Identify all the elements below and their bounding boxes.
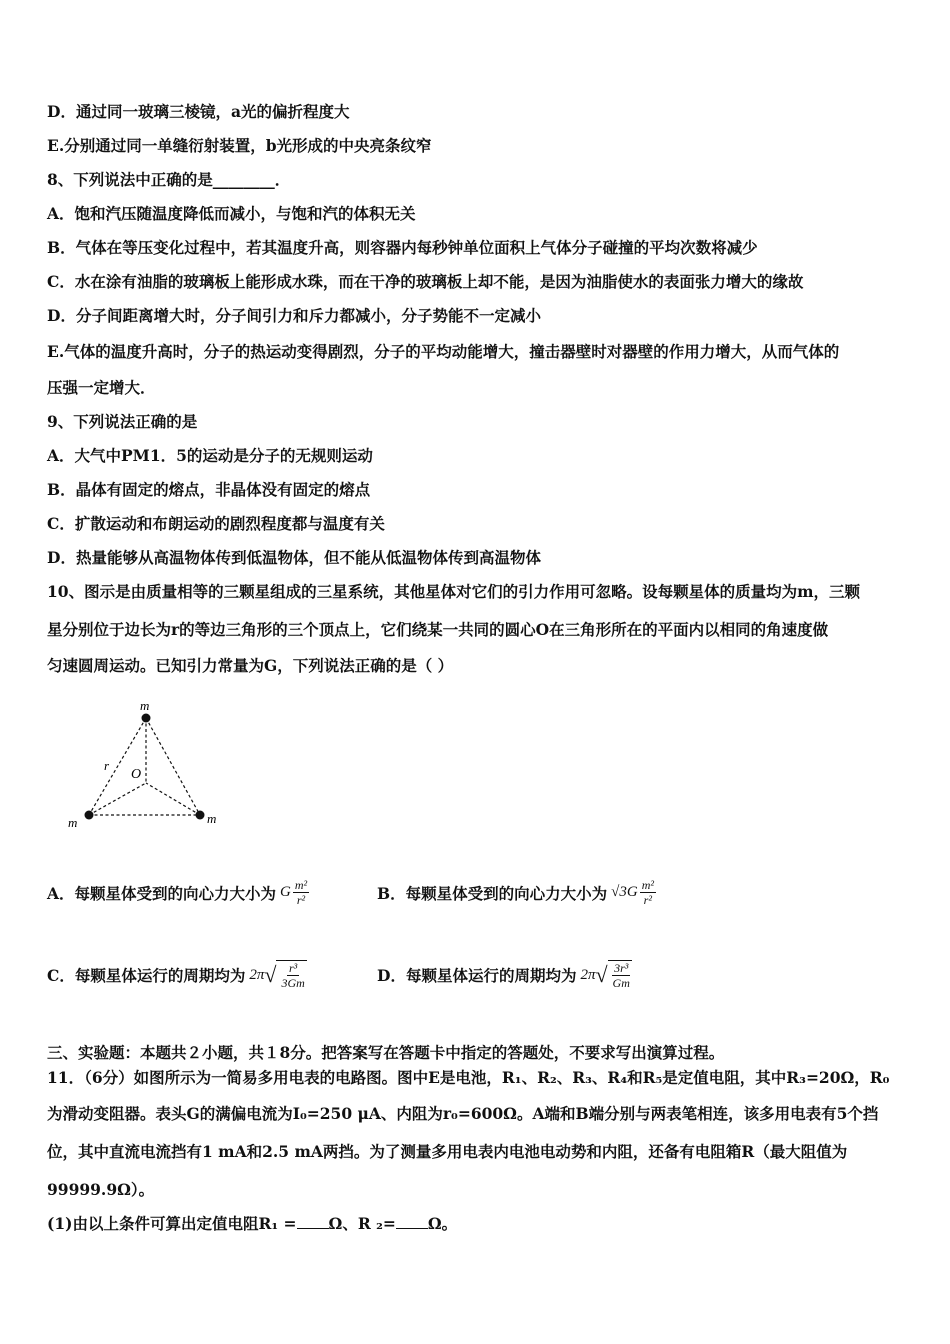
formula-a bbox=[280, 878, 309, 907]
q9-stem: 9、下列说法正确的是 bbox=[47, 412, 198, 431]
q9-option-a: A．大气中PM1．5的运动是分子的无规则运动 bbox=[47, 446, 373, 465]
q10-option-a-text: A．每颗星体受到的向心力大小为 bbox=[47, 883, 277, 903]
center-line-left bbox=[89, 783, 146, 815]
formula-d: 2π √ $\frac{\text{3r³}}{Gm}$ bbox=[580, 961, 630, 990]
formula-a-den: r² bbox=[296, 893, 306, 907]
q7-option-d: D．通过同一玻璃三棱镜，a光的偏折程度大 bbox=[47, 102, 350, 121]
q10-option-b-text: B．每颗星体受到的向心力大小为 bbox=[377, 883, 608, 903]
q10-option-b bbox=[377, 878, 656, 907]
answer-blank-r1[interactable] bbox=[297, 1214, 329, 1229]
formula-a-num: m² bbox=[294, 878, 308, 892]
star-left bbox=[85, 811, 94, 820]
center-line-right bbox=[146, 783, 200, 815]
q10-option-c bbox=[47, 960, 307, 990]
q9-option-d: D．热量能够从高温物体传到低温物体，但不能从低温物体传到高温物体 bbox=[47, 548, 541, 567]
three-star-diagram bbox=[60, 695, 240, 835]
label-center-o: O bbox=[131, 767, 142, 782]
q8-option-e-line2: 压强一定增大． bbox=[47, 378, 156, 397]
q8-option-b: B．气体在等压变化过程中，若其温度升高，则容器内每秒钟单位面积上气体分子碰撞的平均次数将减少 bbox=[47, 238, 758, 257]
q8-option-c: C．水在涂有油脂的玻璃板上能形成水珠，而在干净的玻璃板上却不能，是因为油脂使水的表面张力增大的缘故 bbox=[47, 272, 804, 291]
q10-option-d bbox=[377, 960, 632, 990]
q9-option-b: B．晶体有固定的熔点，非晶体没有固定的熔点 bbox=[47, 480, 371, 499]
label-top-mass: m bbox=[140, 698, 150, 713]
formula-d-den: Gm bbox=[612, 976, 630, 990]
q11-line3: 位，其中直流电流挡有1 mA和2.5 mA两挡。为了测量多用电表内电池电动势和内阻，还备有电阻箱R（最大阻值为 bbox=[47, 1142, 848, 1161]
q11-sub1-text-b: Ω、R ₂= bbox=[328, 1214, 396, 1233]
section-3-heading: 三、实验题：本题共２小题，共１8分。把答案写在答题卡中指定的答题处，不要求写出演算过程。 bbox=[47, 1043, 725, 1062]
q10-option-a bbox=[47, 878, 309, 907]
formula-d-coef: 2π bbox=[580, 966, 596, 983]
label-right-mass: m bbox=[207, 811, 217, 826]
formula-b bbox=[611, 878, 656, 907]
q9-option-c: C．扩散运动和布朗运动的剧烈程度都与温度有关 bbox=[47, 514, 385, 533]
q8-option-e-line1: E.气体的温度升高时，分子的热运动变得剧烈，分子的平均动能增大，撞击器壁时对器壁的作用力增大，从而气体的 bbox=[47, 342, 840, 361]
formula-a-coef: G bbox=[280, 884, 291, 900]
q10-option-d-text: D．每颗星体运行的周期均为 bbox=[377, 966, 577, 985]
q10-stem-line1: 10、图示是由质量相等的三颗星组成的三星系统，其他星体对它们的引力作用可忽略。设每颗星体的质量均为m，三颗 bbox=[47, 582, 860, 601]
formula-b-num: m² bbox=[641, 878, 654, 892]
q11-line4: 99999.9Ω）。 bbox=[47, 1180, 155, 1199]
triangle-right-edge bbox=[146, 718, 200, 815]
q8-option-a: A．饱和汽压随温度降低而减小，与饱和汽的体积无关 bbox=[47, 204, 416, 223]
q10-stem-line3: 匀速圆周运动。已知引力常量为G，下列说法正确的是（ ） bbox=[47, 656, 454, 675]
formula-c-coef: 2π bbox=[249, 966, 265, 983]
answer-blank-r2[interactable] bbox=[396, 1214, 428, 1229]
label-side-r: r bbox=[104, 758, 110, 773]
formula-c: 2π √ $\frac{\text{r³}}{3Gm}$ bbox=[249, 961, 305, 990]
formula-d-num: 3r³ bbox=[614, 961, 629, 975]
q10-stem-line2: 星分别位于边长为r的等边三角形的三个顶点上，它们绕某一共同的圆心O在三角形所在的平面内以相同的角速度做 bbox=[47, 620, 829, 639]
q11-sub1-text-c: Ω。 bbox=[427, 1214, 458, 1233]
q11-line1: 11．（6分）如图所示为一简易多用电表的电路图。图中E是电池，R₁、R₂、R₃、R₄和R₅是定值电阻，其中R₃=20Ω，R₀ bbox=[47, 1068, 890, 1087]
star-right bbox=[196, 811, 205, 820]
formula-c-den: 3Gm bbox=[281, 976, 305, 990]
q8-option-d: D．分子间距离增大时，分子间引力和斥力都减小，分子势能不一定减小 bbox=[47, 306, 541, 325]
formula-b-coef: √3G bbox=[611, 884, 638, 900]
q7-option-e: E.分别通过同一单缝衍射装置，b光形成的中央亮条纹窄 bbox=[47, 136, 432, 155]
q8-stem: 8、下列说法中正确的是________． bbox=[47, 170, 291, 189]
q10-option-c-text: C．每颗星体运行的周期均为 bbox=[47, 966, 246, 985]
star-top bbox=[142, 714, 151, 723]
q11-sub1-text-a: (1)由以上条件可算出定值电阻R₁ = bbox=[47, 1214, 297, 1233]
q11-sub1 bbox=[47, 1214, 457, 1234]
formula-c-num: r³ bbox=[288, 961, 298, 975]
q11-line2: 为滑动变阻器。表头G的满偏电流为I₀=250 μA、内阻为r₀=600Ω。A端和B端分别与两表笔相连，该多用电表有5个挡 bbox=[47, 1104, 879, 1123]
formula-b-den: r² bbox=[643, 893, 652, 907]
label-left-mass: m bbox=[68, 815, 78, 830]
